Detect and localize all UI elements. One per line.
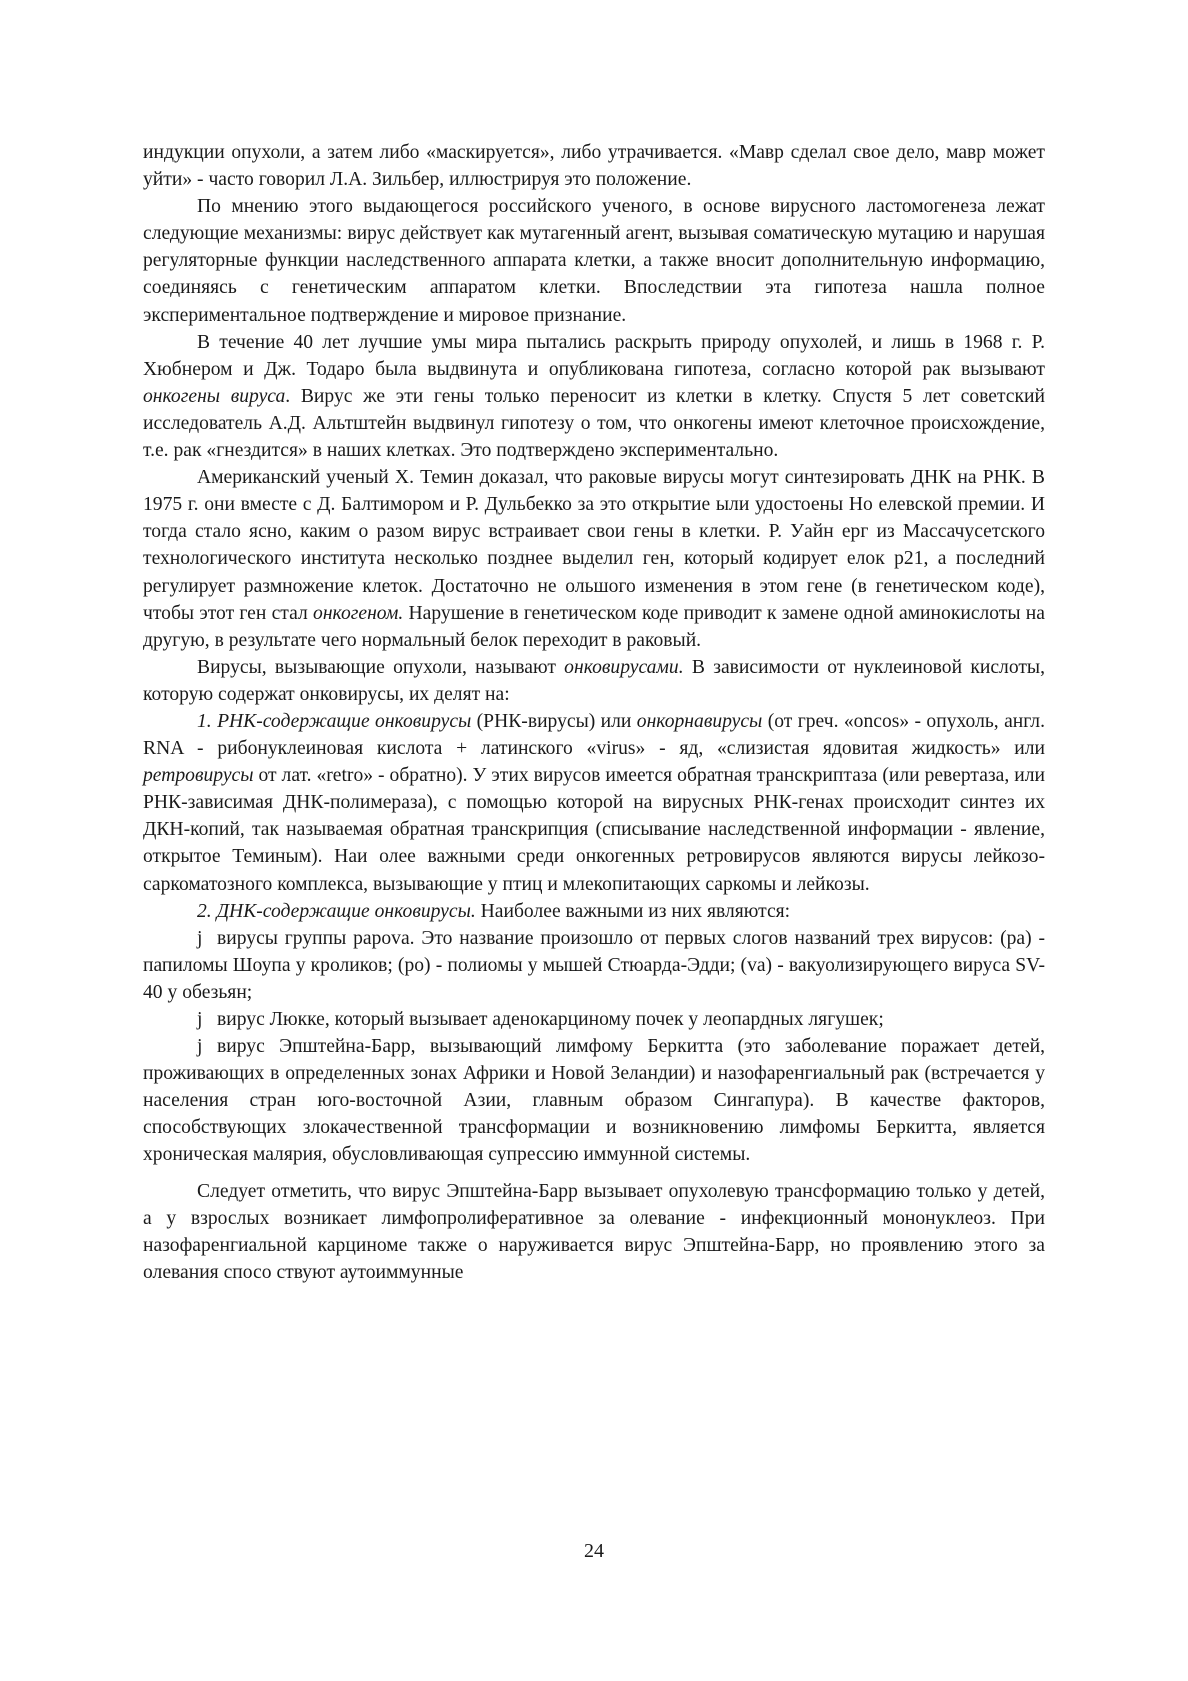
text-run: Вирусы, вызывающие опухоли, называют (197, 656, 565, 678)
paragraph-1: индукции опухоли, а затем либо «маскируется», либо утрачивается. «Мавр сделал свое дело, мавр может уйти» - часто говорил Л.А. Зильбер, иллюстрируя это положение. (143, 142, 1045, 191)
italic-term: онкорнавирусы (636, 710, 763, 732)
bullet-glyph: j (197, 1009, 203, 1030)
bullet-glyph: j (197, 927, 203, 949)
text-run: В зависимости от нуклеиновой кислоты, которую содержат онковирусы, их делят на: (143, 656, 1045, 705)
list-item (143, 925, 1045, 1006)
italic-term: онкогены вируса (143, 385, 286, 407)
list-item (143, 1006, 1045, 1033)
text-run: (от греч. «oncos» - опухоль, англ. RNA - рибонуклеиновая кислота + латинского «virus» - яд, «слизистая ядовитая жидкость» или (143, 710, 1045, 760)
paragraph-3 (143, 329, 1045, 464)
text-run: от лат. «retro» - обратно). У этих вирусов имеется обратная транскриптаза (или ревертаза, или РНК-зависимая ДНК-полимераза), с помощью которой на вирусных РНК-генах происходит синтез их ДКН-копий, так называемая обратная транскрипция (списывание наследственной информации - явление, открытое Теминым). Наи олее важными среди онкогенных ретровирусов являются вирусы лейкозо-саркоматозного комплекса, вызывающие у птиц и млекопитающих саркомы и лейкозы. (143, 765, 1045, 895)
text-run: . Вирус же эти гены только переносит из клетки в клетку. Спустя 5 лет советский исследователь А.Д. Альтштейн выдвинул гипотезу о том, что онкогены имеют клеточное происхождение, т.е. рак «гнездится» в наших клетках. Это подтверждено экспериментально. (143, 385, 1045, 462)
paragraph-4 (143, 464, 1045, 654)
italic-heading: 2. ДНК-содержащие онковирусы. (197, 900, 476, 922)
page-number: 24 (584, 1540, 604, 1562)
italic-term: онковирусами. (564, 656, 684, 678)
paragraph-2: По мнению этого выдающегося российского ученого, в основе вирусного ластомогенеза лежат следующие механизмы: вирус действует как мутагенный агент, вызывая соматическую мутацию и нарушая регуляторные функции наследственного аппарата клетки, а также вносит дополнительную информацию, соединяясь с генетическим аппаратом клетки. Впоследствии эта гипотеза нашла полное экспериментальное подтверждение и мировое признание. (143, 196, 1045, 326)
paragraph-rna-viruses (143, 708, 1045, 898)
paragraph-dna-viruses (143, 898, 1045, 925)
text-run: (РНК-вирусы) или (471, 710, 637, 732)
page-text (143, 139, 1045, 1286)
list-item-text: вирусы группы papova. Это название произошло от первых слогов названий трех вирусов: (pa) - папиломы Шоупа у кроликов; (po) - полиомы у мышей Стюарда-Эдди; (va) - вакуолизирующего вируса SV-40 у обезьян; (143, 927, 1045, 1003)
bullet-glyph: j (197, 1036, 203, 1058)
text-run: Наиболее важными из них являются: (475, 900, 791, 922)
text-run: Нарушение в генетическом коде приводит к замене одной аминокислоты на другую, в результате чего нормальный белок переходит в раковый. (143, 602, 1045, 651)
paragraph-5 (143, 654, 1045, 708)
paragraph-8: Следует отметить, что вирус Эпштейна-Барр вызывает опухолевую трансформацию только у детей, а у взрослых возникает лимфопролиферативное за олевание - инфекционный мононуклеоз. При назофаренгиальной карциноме также о наруживается вирус Эпштейна-Барр, но проявлению этого за олевания спосо ствуют аутоиммунные (143, 1180, 1045, 1283)
italic-term: онкогеном. (313, 602, 404, 624)
list-item-text: вирус Эпштейна-Барр, вызывающий лимфому Беркитта (это заболевание поражает детей, проживающих в определенных зонах Африки и Новой Зеландии) и назофаренгиальный рак (встречается у населения стран юго-восточной Азии, главным образом Сингапура). В качестве факторов, способствующих злокачественной трансформации и возникновению лимфомы Беркитта, является хроническая малярия, обусловливающая супрессию иммунной системы. (143, 1036, 1045, 1166)
italic-term: ретровирусы (143, 765, 254, 787)
text-run: В течение 40 лет лучшие умы мира пытались раскрыть природу опухолей, и лишь в 1968 г. Р. Хюбнером и Дж. Тодаро была выдвинута и опубликована гипотеза, согласно которой рак вызывают (143, 331, 1045, 380)
italic-heading: 1. РНК-содержащие онковирусы (197, 710, 472, 732)
list-item-text: вирус Люкке, который вызывает аденокарциному почек у леопардных лягушек; (217, 1009, 884, 1030)
list-item (143, 1033, 1045, 1168)
text-run: Американский ученый Х. Темин доказал, что раковые вирусы могут синтезировать ДНК на РНК. В 1975 г. они вместе с Д. Балтимором и Р. Дульбекко за это открытие ыли удостоены Но елевской премии. И тогда стало ясно, каким о разом вирус встраивает свои гены в клетки. Р. Уайн ерг из Массачусетского технологического института несколько позднее выделил ген, который кодирует елок p21, а последний регулирует размножение клеток. Достаточно не ольшого изменения в этом гене (в генетическом коде), чтобы этот ген стал (143, 467, 1045, 624)
